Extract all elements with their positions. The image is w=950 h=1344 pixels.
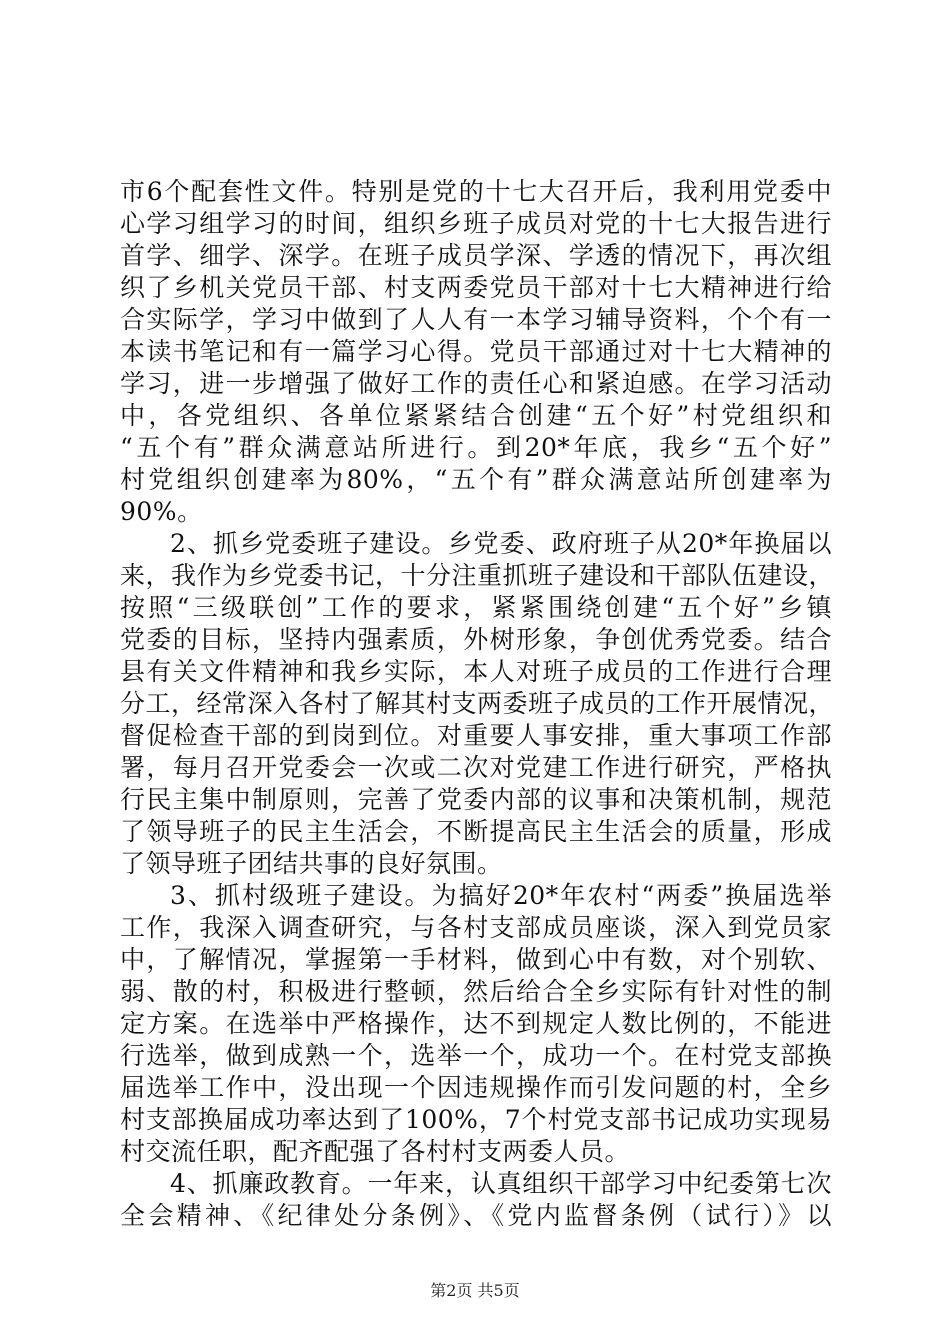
text-line: “五个有”群众满意站所进行。到20*年底，我乡“五个好” bbox=[120, 433, 832, 462]
text-line: 织了乡机关党员干部、村支两委党员干部对十七大精神进行给 bbox=[120, 273, 832, 302]
text-line: 行选举，做到成熟一个，选举一个，成功一个。在村党支部换 bbox=[120, 1041, 832, 1070]
text-line: 定方案。在选举中严格操作，达不到规定人数比例的，不能进 bbox=[120, 1009, 832, 1038]
text-line: 90%。 bbox=[120, 497, 203, 526]
text-line: 了领导班子团结共事的良好氛围。 bbox=[120, 849, 503, 878]
text-line: 市6个配套性文件。特别是党的十七大召开后，我利用党委中 bbox=[120, 177, 832, 206]
text-line: 合实际学，学习中做到了人人有一本学习辅导资料，个个有一 bbox=[120, 305, 832, 334]
text-line: 督促检查干部的到岗到位。对重要人事安排，重大事项工作部 bbox=[120, 721, 832, 750]
text-line: 了领导班子的民主生活会，不断提高民主生活会的质量，形成 bbox=[120, 817, 832, 846]
text-line: 县有关文件精神和我乡实际，本人对班子成员的工作进行合理 bbox=[120, 657, 832, 686]
paragraph-start-line: 3、抓村级班子建设。为搞好20*年农村“两委”换届选举 bbox=[170, 881, 832, 910]
text-line: 中，了解情况，掌握第一手材料，做到心中有数，对个别软、 bbox=[120, 945, 832, 974]
paragraph-start-line: 2、抓乡党委班子建设。乡党委、政府班子从20*年换届以 bbox=[170, 529, 832, 558]
text-line: 本读书笔记和有一篇学习心得。党员干部通过对十七大精神的 bbox=[120, 337, 832, 366]
text-line: 署，每月召开党委会一次或二次对党建工作进行研究，严格执 bbox=[120, 753, 832, 782]
text-line: 中，各党组织、各单位紧紧结合创建“五个好”村党组织和 bbox=[120, 401, 832, 430]
text-line: 全会精神、《纪律处分条例》、《党内监督条例（试行）》以 bbox=[120, 1201, 832, 1230]
text-line: 党委的目标，坚持内强素质，外树形象，争创优秀党委。结合 bbox=[120, 625, 832, 654]
text-line: 村支部换届成功率达到了100%，7个村党支部书记成功实现易 bbox=[120, 1105, 832, 1134]
page-footer: 第2页 共5页 bbox=[430, 1281, 520, 1300]
text-line: 分工，经常深入各村了解其村支两委班子成员的工作开展情况， bbox=[120, 689, 835, 718]
text-line: 来，我作为乡党委书记，十分注重抓班子建设和干部队伍建设， bbox=[120, 561, 835, 590]
paragraph-start-line: 4、抓廉政教育。一年来，认真组织干部学习中纪委第七次 bbox=[170, 1169, 832, 1198]
text-line: 届选举工作中，没出现一个因违规操作而引发问题的村，全乡 bbox=[120, 1073, 832, 1102]
text-line: 村交流任职，配齐配强了各村村支两委人员。 bbox=[120, 1137, 631, 1166]
text-line: 村党组织创建率为80%，“五个有”群众满意站所创建率为 bbox=[120, 465, 832, 494]
text-line: 行民主集中制原则，完善了党委内部的议事和决策机制，规范 bbox=[120, 785, 832, 814]
text-line: 工作，我深入调查研究，与各村支部成员座谈，深入到党员家 bbox=[120, 913, 832, 942]
text-line: 按照“三级联创”工作的要求，紧紧围绕创建“五个好”乡镇 bbox=[120, 593, 832, 622]
text-line: 首学、细学、深学。在班子成员学深、学透的情况下，再次组 bbox=[120, 241, 832, 270]
text-line: 弱、散的村，积极进行整顿，然后给合全乡实际有针对性的制 bbox=[120, 977, 832, 1006]
text-line: 心学习组学习的时间，组织乡班子成员对党的十七大报告进行 bbox=[120, 209, 832, 238]
text-line: 学习，进一步增强了做好工作的责任心和紧迫感。在学习活动 bbox=[120, 369, 832, 398]
document-body bbox=[120, 176, 835, 1232]
